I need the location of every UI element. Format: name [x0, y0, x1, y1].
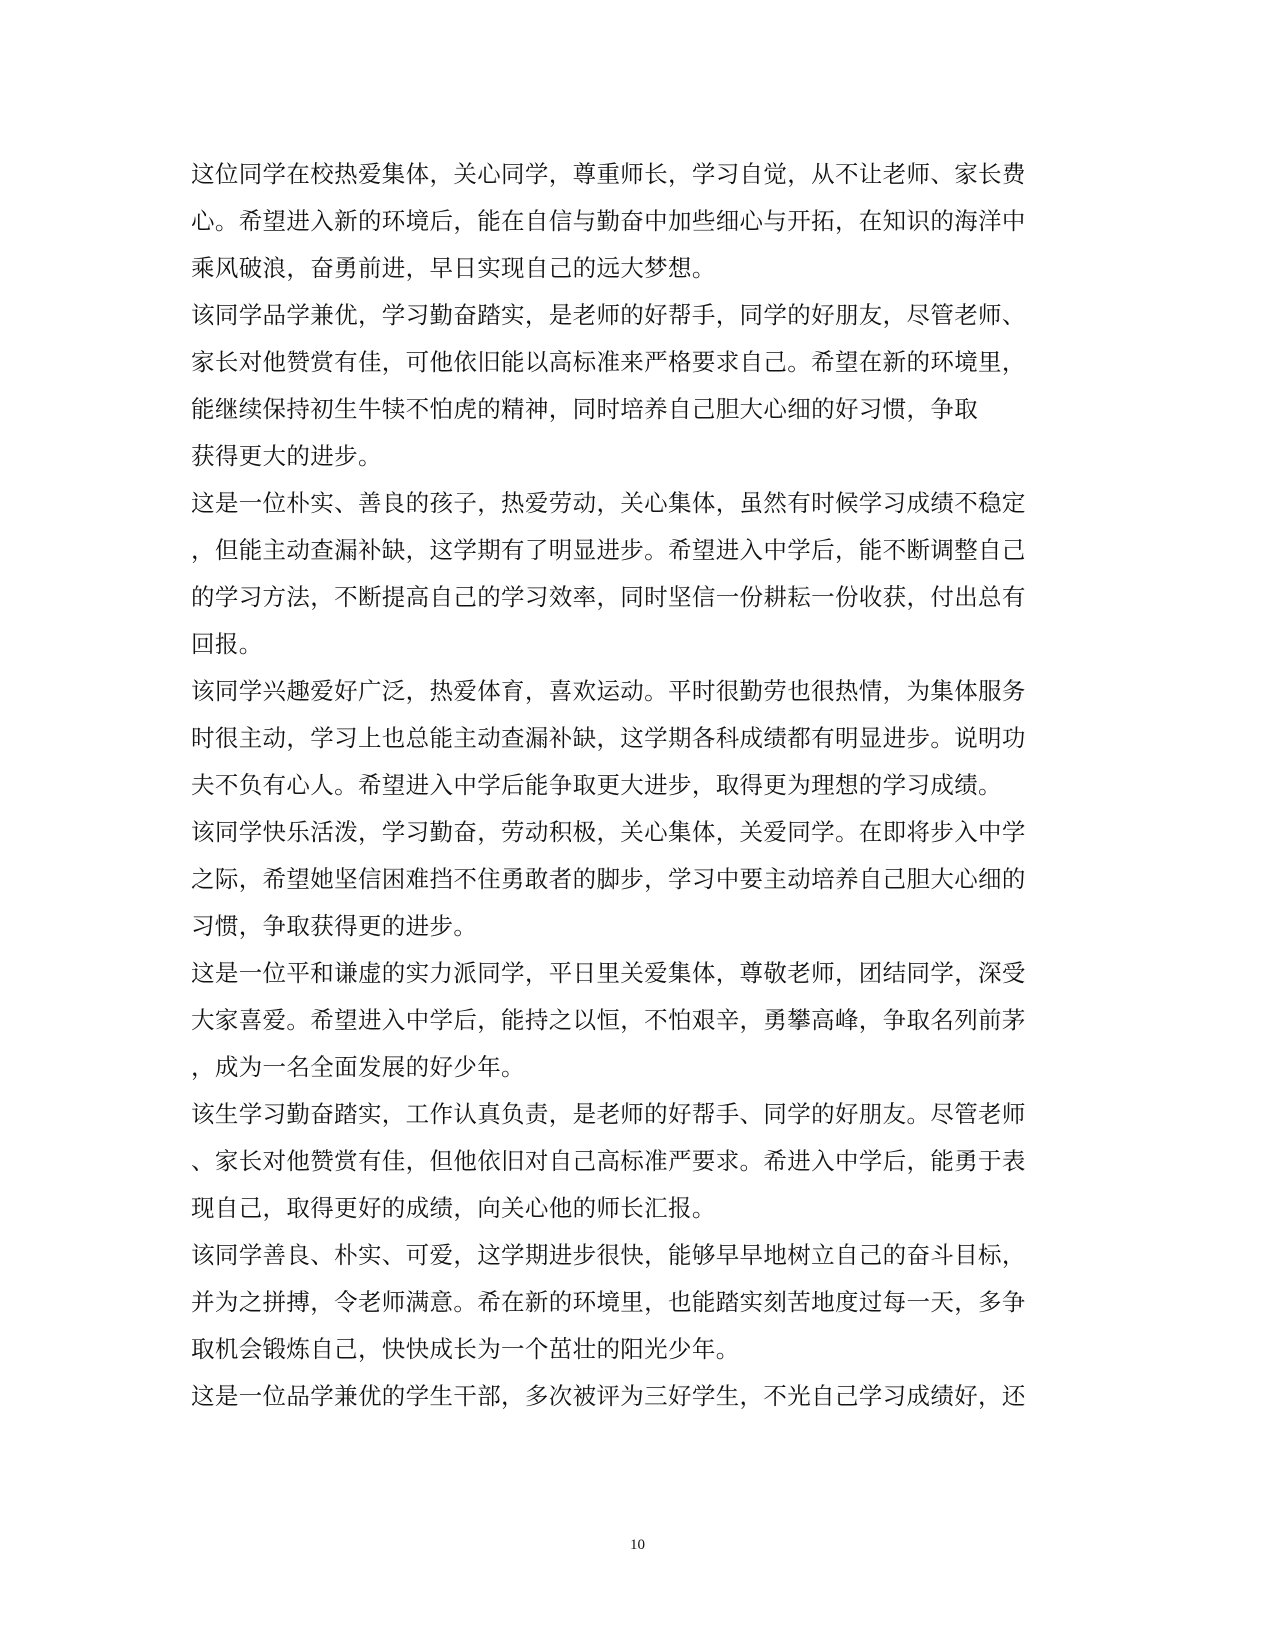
text-line: 该同学快乐活泼，学习勤奋，劳动积极，关心集体，关爱同学。在即将步入中学	[191, 818, 1026, 846]
text-line: 习惯，争取获得更的进步。	[191, 912, 478, 940]
text-line: 现自己，取得更好的成绩，向关心他的师长汇报。	[191, 1194, 716, 1222]
text-line: 并为之拼搏，令老师满意。希在新的环境里，也能踏实刻苦地度过每一天，多争	[191, 1288, 1026, 1316]
text-line: 乘风破浪，奋勇前进，早日实现自己的远大梦想。	[191, 254, 716, 282]
text-line: 之际，希望她坚信困难挡不住勇敢者的脚步，学习中要主动培养自己胆大心细的	[191, 865, 1026, 893]
text-line: 家长对他赞赏有佳，可他依旧能以高标准来严格要求自己。希望在新的环境里，	[191, 348, 1026, 376]
text-line: 夫不负有心人。希望进入中学后能争取更大进步，取得更为理想的学习成绩。	[191, 771, 1002, 799]
text-line: 获得更大的进步。	[191, 442, 382, 470]
text-line: 时很主动，学习上也总能主动查漏补缺，这学期各科成绩都有明显进步。说明功	[191, 724, 1026, 752]
page-number: 10	[630, 1537, 645, 1553]
text-line: 该同学品学兼优，学习勤奋踏实，是老师的好帮手，同学的好朋友，尽管老师、	[191, 301, 1026, 329]
text-line: 该同学兴趣爱好广泛，热爱体育，喜欢运动。平时很勤劳也很热情，为集体服务	[191, 677, 1026, 705]
text-line: 回报。	[191, 630, 263, 658]
text-line: ，成为一名全面发展的好少年。	[191, 1053, 525, 1081]
text-line: 心。希望进入新的环境后，能在自信与勤奋中加些细心与开拓，在知识的海洋中	[191, 207, 1026, 235]
text-line: 该生学习勤奋踏实，工作认真负责，是老师的好帮手、同学的好朋友。尽管老师	[191, 1100, 1026, 1128]
text-line: 大家喜爱。希望进入中学后，能持之以恒，不怕艰辛，勇攀高峰，争取名列前茅	[191, 1006, 1026, 1034]
text-line: 这是一位平和谦虚的实力派同学，平日里关爱集体，尊敬老师，团结同学，深受	[191, 959, 1026, 987]
text-line: 这是一位品学兼优的学生干部，多次被评为三好学生，不光自己学习成绩好，还	[191, 1382, 1026, 1410]
text-line: 这位同学在校热爱集体，关心同学，尊重师长，学习自觉，从不让老师、家长费	[191, 160, 1026, 188]
text-line: 、家长对他赞赏有佳，但他依旧对自己高标准严要求。希进入中学后，能勇于表	[191, 1147, 1026, 1175]
text-line: 取机会锻炼自己，快快成长为一个茁壮的阳光少年。	[191, 1335, 740, 1363]
document-body	[191, 151, 1091, 1420]
text-line: 能继续保持初生牛犊不怕虎的精神，同时培养自己胆大心细的好习惯，争取	[191, 395, 979, 423]
text-line: ，但能主动查漏补缺，这学期有了明显进步。希望进入中学后，能不断调整自己	[191, 536, 1026, 564]
text-line: 该同学善良、朴实、可爱，这学期进步很快，能够早早地树立自己的奋斗目标，	[191, 1241, 1026, 1269]
text-line: 的学习方法，不断提高自己的学习效率，同时坚信一份耕耘一份收获，付出总有	[191, 583, 1026, 611]
text-line: 这是一位朴实、善良的孩子，热爱劳动，关心集体，虽然有时候学习成绩不稳定	[191, 489, 1026, 517]
